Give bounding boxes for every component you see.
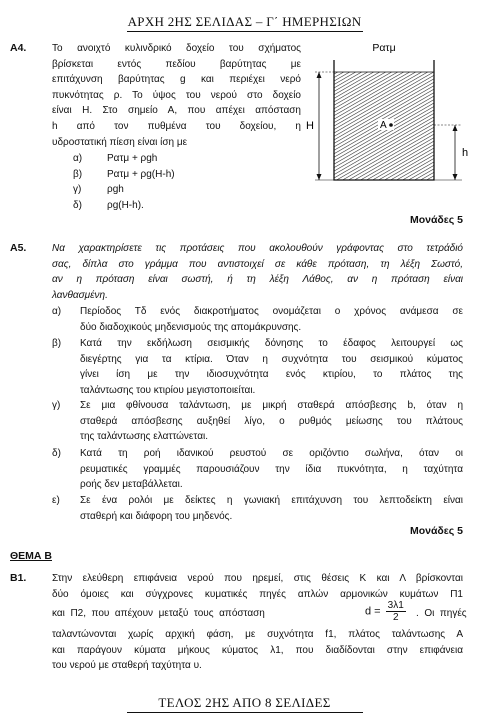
item-line: διεγέρτης για τα κτίρια. Όταν η συχνότητα του σεισμικού κύματος	[80, 353, 463, 365]
b1-line: ταλαντώνονται χωρίς αρχική φάση, με συχνότητα f1, πλάτος ταλάντωσης Α	[52, 629, 463, 640]
option-text: Ρατμ + ρg(H-h)	[107, 168, 175, 180]
item-letter: δ)	[52, 448, 61, 459]
option-letter: γ)	[73, 184, 82, 196]
arrowhead	[453, 125, 458, 131]
a5-intro-line: λανθασμένη.	[52, 289, 108, 301]
item-line: Περίοδος Τδ ενός διακροτήματος ονομάζεται ο χρόνος ανάμεσα σε	[80, 306, 463, 317]
option-text: ρg(H-h).	[107, 199, 144, 211]
a4-line: είναι Η. Στο σημείο Α, που απέχει απόσταση	[52, 105, 301, 117]
patm-label: Ρατμ	[372, 42, 396, 54]
item-line: της ταλάντωσης ελαττώνεται.	[80, 431, 208, 443]
container-figure	[300, 38, 480, 188]
option-letter: β)	[73, 168, 83, 180]
question-b1-label: Β1.	[10, 572, 27, 584]
item-line: δύο διαδοχικούς μηδενισμούς της απομάκρυνσης.	[80, 321, 302, 333]
question-a4-label: Α4.	[10, 42, 27, 54]
arrowhead	[453, 174, 458, 180]
item-line: γίνει ίση με την ιδιοσυχνότητα ενός κτιρίου, το πλάτος της	[80, 369, 463, 381]
a4-line: βρίσκεται εντός πεδίου βαρύτητας με	[52, 58, 301, 70]
b1-line: Στην ελεύθερη επιφάνεια νερού που ηρεμεί, στις θέσεις Κ και Λ βρίσκονται	[52, 573, 463, 584]
b1-line: . Οι πηγές	[416, 608, 467, 619]
a4-line: Το ανοιχτό κυλινδρικό δοχείο του σχήματος	[52, 43, 301, 54]
item-letter: β)	[52, 338, 62, 349]
a4-line: h από τον πυθμένα του δοχείου, η	[52, 121, 301, 132]
a5-intro-line: Να χαρακτηρίσετε τις προτάσεις που ακολουθούν γράφοντας στο τετράδιό	[52, 243, 463, 254]
page-footer-title: ΤΕΛΟΣ 2ΗΣ ΑΠΟ 8 ΣΕΛΙΔΕΣ	[158, 695, 331, 710]
a4-line: υδροστατική πίεση είναι ίση με	[52, 136, 188, 148]
page-header-title: ΑΡΧΗ 2ΗΣ ΣΕΛΙΔΑΣ – Γ΄ ΗΜΕΡΗΣΙΩΝ	[127, 14, 362, 29]
a4-marks: Μονάδες 5	[409, 214, 463, 226]
item-line: Κατά τη ροή ιδανικού ρευστού σε οριζόντιο σωλήνα, όταν οι	[80, 448, 463, 459]
item-line: Σε μια φθίνουσα ταλάντωση, με μικρή σταθερά απόσβεσης b, όταν η	[80, 400, 463, 411]
h-label: h	[462, 147, 469, 159]
formula-lhs: d =	[365, 605, 381, 618]
item-line: ροής δεν μεταβάλλεται.	[80, 479, 183, 491]
item-line: Κατά την εκδήλωση σεισμικής δόνησης το έδαφος λειτουργεί ως	[80, 338, 463, 349]
page-footer	[0, 695, 489, 713]
formula-numerator: 3λ1	[387, 600, 404, 611]
arrowhead	[317, 174, 322, 180]
option-text: Ρατμ + ρgh	[107, 153, 158, 164]
distance-formula	[365, 600, 408, 623]
formula-denominator: 2	[392, 612, 399, 623]
formula-fraction	[386, 600, 406, 623]
footer-underline	[127, 712, 363, 713]
option-letter: α)	[73, 153, 83, 164]
a5-intro-line: σας, δίπλα στο γράμμα που αντιστοιχεί σε κάθε πρόταση, τη λέξη Σωστό,	[52, 258, 463, 270]
b1-line: του νερού με σταθερή ταχύτητα υ.	[52, 660, 202, 672]
b1-line: και παράγουν κύματα μήκους κύματος λ1, που διαδίδονται στην επιφάνεια	[52, 644, 463, 656]
item-line: σταθερά απόσβεσης αυξηθεί λίγο, ο ρυθμός μείωσης του πλάτους	[80, 415, 463, 427]
option-letter: δ)	[73, 199, 82, 211]
a4-line: επιτάχυνση βαρύτητας g και περιέχει νερό	[52, 74, 301, 86]
header-underline	[127, 31, 363, 32]
a5-intro-line: αν η πρόταση είναι σωστή, ή τη λέξη Λάθος, αν η πρόταση είναι	[52, 274, 463, 286]
a5-marks: Μονάδες 5	[409, 525, 463, 537]
page-header	[0, 14, 489, 32]
item-line: Σε ένα ρολόι με δείκτες η γωνιακή επιτάχυνση του λεπτοδείκτη είναι	[80, 495, 463, 506]
a4-line: πυκνότητας ρ. Το ύψος του νερού στο δοχείο	[52, 89, 301, 101]
item-letter: α)	[52, 306, 62, 317]
section-title-thema-b: ΘΕΜΑ Β	[10, 550, 52, 562]
point-A-marker	[389, 123, 393, 127]
item-line: ταλάντωσης του κτιρίου μεγιστοποιείται.	[80, 384, 256, 396]
b1-line: και Π2, που απέχουν μεταξύ τους απόσταση	[52, 608, 265, 619]
option-text: ρgh	[107, 184, 124, 196]
item-line: ρευματικές γραμμές παρουσιάζουν την ίδια πυκνότητα, η ταχύτητα	[80, 463, 463, 475]
H-label: H	[306, 120, 314, 132]
point-A-label: A	[380, 120, 387, 131]
arrowhead	[317, 72, 322, 78]
item-letter: γ)	[52, 400, 61, 411]
b1-line: δύο όμοιες και σύγχρονες κυματικές πηγές απλών αρμονικών κυμάτων Π1	[52, 588, 463, 600]
question-a5-label: Α5.	[10, 242, 27, 254]
item-letter: ε)	[52, 495, 60, 506]
item-line: σταθερή και διάφορη του μηδενός.	[80, 510, 233, 522]
